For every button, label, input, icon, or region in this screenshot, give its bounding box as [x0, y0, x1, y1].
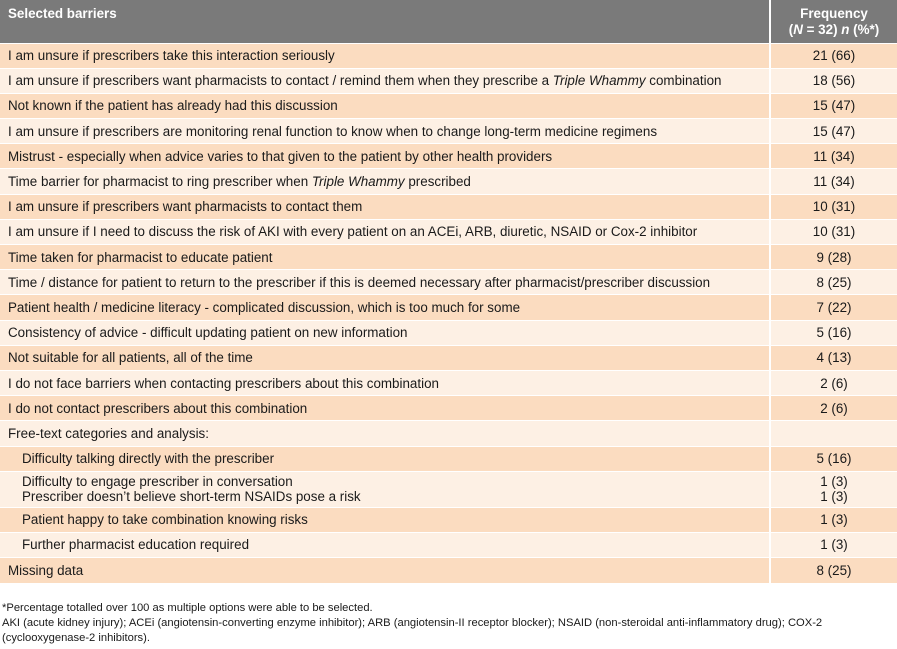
barrier-frequency: 11 (34)	[770, 144, 897, 169]
footnote-percentage: *Percentage totalled over 100 as multiple options were able to be selected.	[2, 602, 373, 614]
barrier-label: I am unsure if prescribers are monitoring renal function to know when to change long-term medicine regimens	[0, 119, 770, 144]
frequency-header-eq: = 32)	[802, 22, 842, 37]
barrier-frequency: 21 (66)	[770, 43, 897, 68]
barrier-frequency: 7 (22)	[770, 295, 897, 320]
free-text-label: Further pharmacist education required	[0, 532, 770, 557]
barrier-label: I am unsure if prescribers take this interaction seriously	[0, 43, 770, 68]
frequency-header-pct: (%*)	[849, 22, 880, 37]
frequency-header-line2	[779, 22, 889, 38]
barrier-label: I am unsure if prescribers want pharmacists to contact / remind them when they prescribe a Triple Whammy combination	[0, 68, 770, 93]
free-text-frequency	[770, 471, 897, 507]
free-text-frequency: 1 (3)	[770, 532, 897, 557]
barrier-label: Time / distance for patient to return to the prescriber if this is deemed necessary after pharmacist/prescriber discussion	[0, 270, 770, 295]
barrier-frequency: 11 (34)	[770, 169, 897, 194]
barrier-label: I do not contact prescribers about this combination	[0, 396, 770, 421]
free-text-frequency: 1 (3)	[770, 507, 897, 532]
barrier-frequency: 10 (31)	[770, 194, 897, 219]
missing-data-frequency: 8 (25)	[770, 558, 897, 583]
column-header-frequency	[770, 0, 897, 43]
barrier-label: Mistrust - especially when advice varies to that given to the patient by other health providers	[0, 144, 770, 169]
barrier-frequency: 2 (6)	[770, 396, 897, 421]
frequency-header-n: n	[841, 22, 850, 37]
barrier-label: Patient health / medicine literacy - complicated discussion, which is too much for some	[0, 295, 770, 320]
free-text-frequency-line1: 1 (3)	[820, 474, 848, 490]
missing-data-label: Missing data	[0, 558, 770, 583]
barrier-frequency: 10 (31)	[770, 219, 897, 244]
barrier-label: Consistency of advice - difficult updating patient on new information	[0, 320, 770, 345]
table-row	[0, 471, 897, 507]
barrier-label: I am unsure if I need to discuss the risk of AKI with every patient on an ACEi, ARB, diuretic, NSAID or Cox-2 inhibitor	[0, 219, 770, 244]
column-header-barriers: Selected barriers	[0, 0, 770, 43]
frequency-header-line1: Frequency	[800, 6, 868, 21]
barrier-label: I am unsure if prescribers want pharmacists to contact them	[0, 194, 770, 219]
footnote-abbreviations: AKI (acute kidney injury); ACEi (angiotensin-converting enzyme inhibitor); ARB (angiotensin-II receptor blocker); NSAID (non-steroidal anti-inflammatory drug); COX-2 (cyclooxygenase-2 inhibitors).	[2, 617, 823, 644]
table-header-row	[0, 0, 897, 43]
table-row	[0, 270, 897, 295]
free-text-label: Patient happy to take combination knowing risks	[0, 507, 770, 532]
free-text-label: Difficulty talking directly with the prescriber	[0, 446, 770, 471]
barrier-label: Not suitable for all patients, all of the time	[0, 345, 770, 370]
barrier-frequency: 5 (16)	[770, 320, 897, 345]
free-text-label	[0, 471, 770, 507]
table-row	[0, 245, 897, 270]
free-text-heading-blank	[770, 421, 897, 446]
table-row	[0, 370, 897, 395]
frequency-header-N: N	[793, 22, 803, 37]
barrier-frequency: 4 (13)	[770, 345, 897, 370]
table-row	[0, 68, 897, 93]
missing-data-row	[0, 558, 897, 583]
barrier-frequency: 15 (47)	[770, 119, 897, 144]
free-text-label-line1: Difficulty to engage prescriber in conversation	[22, 474, 293, 490]
table-row	[0, 396, 897, 421]
table-row	[0, 295, 897, 320]
barrier-frequency: 2 (6)	[770, 370, 897, 395]
free-text-label-line2: Prescriber doesn’t believe short-term NSAIDs pose a risk	[22, 489, 361, 505]
barrier-label: Time barrier for pharmacist to ring prescriber when Triple Whammy prescribed	[0, 169, 770, 194]
table-row	[0, 345, 897, 370]
barrier-frequency: 9 (28)	[770, 245, 897, 270]
barrier-label: Time taken for pharmacist to educate patient	[0, 245, 770, 270]
table-footnotes	[2, 601, 895, 646]
table-row	[0, 43, 897, 68]
barrier-label: Not known if the patient has already had this discussion	[0, 93, 770, 118]
table-row	[0, 119, 897, 144]
free-text-heading: Free-text categories and analysis:	[0, 421, 770, 446]
table-row	[0, 507, 897, 532]
table-row	[0, 320, 897, 345]
barrier-label: I do not face barriers when contacting prescribers about this combination	[0, 370, 770, 395]
free-text-heading-row	[0, 421, 897, 446]
table-row	[0, 219, 897, 244]
barrier-frequency: 18 (56)	[770, 68, 897, 93]
barrier-frequency: 15 (47)	[770, 93, 897, 118]
table-row	[0, 169, 897, 194]
free-text-frequency: 5 (16)	[770, 446, 897, 471]
table-row	[0, 446, 897, 471]
table-row	[0, 532, 897, 557]
table-row	[0, 144, 897, 169]
barrier-frequency: 8 (25)	[770, 270, 897, 295]
table-row	[0, 194, 897, 219]
frequency-header-paren: (	[788, 22, 794, 37]
table-row	[0, 93, 897, 118]
free-text-frequency-line2: 1 (3)	[820, 489, 848, 505]
